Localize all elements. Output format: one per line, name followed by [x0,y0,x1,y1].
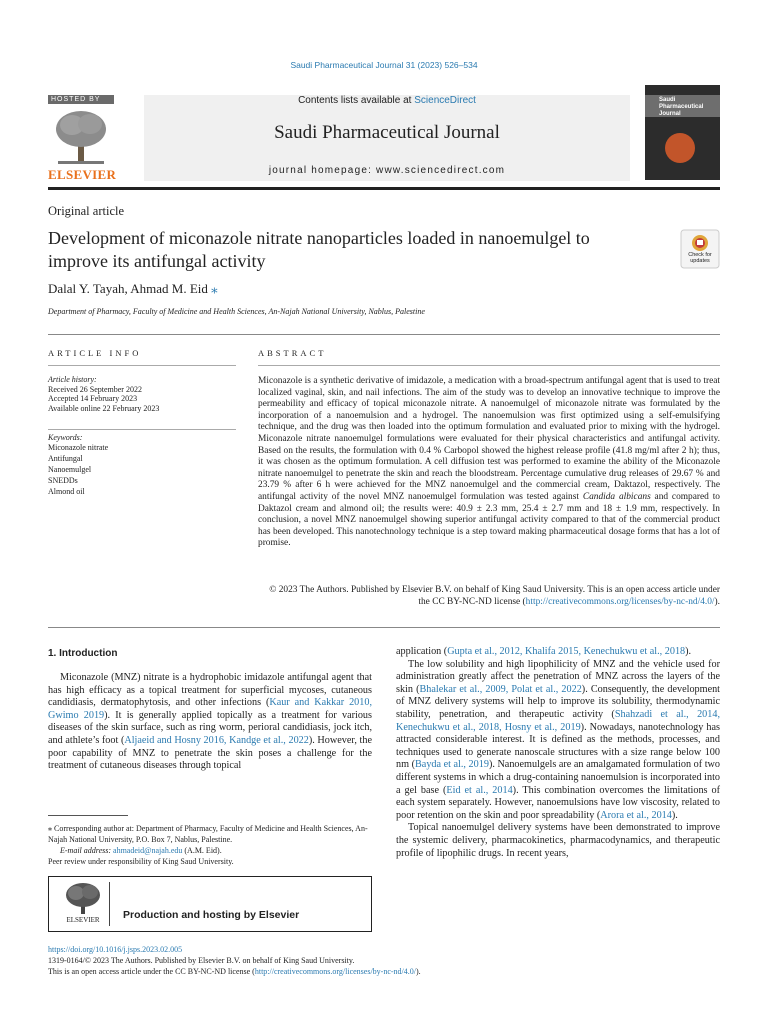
license-part: ). [714,596,720,607]
header-rule [48,187,720,190]
check-for-updates-button[interactable] [680,229,720,269]
cover-title-line: Saudi [659,97,676,103]
license-part: © 2023 The Authors. Published by Elsevier B.V. on behalf of King Saud University. This is an open access article under the CC BY-NC-ND license ( [269,585,720,607]
abstract-species: Candida albicans [582,491,651,502]
elsevier-wordmark: ELSEVIER [48,167,117,182]
elsevier-small-logo [63,882,103,926]
history-label: Article history: [48,375,97,384]
issn-line: 1319-0164/© 2023 The Authors. Published by Elsevier B.V. on behalf of King Saud University. [48,956,355,965]
keyword: Almond oil [48,487,85,496]
sciencedirect-link[interactable]: ScienceDirect [414,95,476,106]
article-title: Development of miconazole nitrate nanoparticles loaded in nanoemulgel to improve its antifungal activity [48,228,590,271]
oa-text: ). [416,967,421,976]
article-info-heading: ARTICLE INFO [48,348,142,358]
email-line [48,845,372,856]
paragraph: Topical nanoemulgel delivery systems have been demonstrated to improve the systemic delivery, pharmacokinetics, pharmacodynamics, and therapeutic profile of lipophilic drugs. In recent years, [396,822,720,859]
text: ). Nanoemulgels are an amalgamated formulation of two different systems in which a drug-containing nanoemulsion is incorporated into a gel base ( [396,759,720,796]
reference-link[interactable]: Aljaeid and Hosny 2016, Kandge et al., 2022 [124,734,309,746]
license-link[interactable]: http://creativecommons.org/licenses/by-nc-nd/4.0/ [525,596,715,607]
author-names: Dalal Y. Tayah, Ahmad M. Eid [48,281,208,296]
cover-title-line: Pharmaceutical [659,104,704,110]
peer-review-note: Peer review under responsibility of King Saud University. [48,857,234,866]
journal-cover-image [645,85,720,180]
journal-name: Saudi Pharmaceutical Journal [274,122,500,143]
contents-available-line [144,95,630,106]
production-box [48,876,372,932]
check-updates-label: Check for updates [688,252,712,264]
divider [48,334,720,335]
footnote [48,823,372,867]
reference-link[interactable]: Shahzadi et al., 2014, Kenechukwu et al., 2018, Hosny et al., 2019 [396,708,720,733]
paragraph [48,672,372,773]
keywords [48,433,108,497]
keyword: Antifungal [48,454,83,463]
keyword: Miconazole nitrate [48,443,109,452]
body-column-right [396,646,720,860]
elsevier-tree-icon [63,882,103,916]
open-access-line [48,966,421,977]
text: ). It is generally applied topically as a treatment for various diseases of the skin surface, such as ring worm, perioral candidiasis, jock itch, and athlete’s foot ( [48,709,372,746]
abstract-part: Miconazole is a synthetic derivative of imidazole, a medication with a broad-spectrum antifungal agent that is used to treat localized vaginal, skin, and nail infections. The aim of the study was to develop an innovative technique to improve the permeability and efficacy of topical miconazole nitrate. A nanoemulgel of miconazole nitrate was formulated by the incorporation of a nanoemulsion and a hydrogel. The nanoemulsion was first optimized using a self-emulsifying technique, and the drug was then loaded into the optimum formulation and evaluated prior to mixing with the hydrogel. Miconazole nitrate nanoemulgel formulations were evaluated for their physical characteristics and antifungal activity. Based on the results, the formulation with 0.4 % Carbopol showed the highest release profile (41.8 mg/ml after 2 h); thus, it was chosen as the optimum formulation. A cell diffusion test was performed to examine the ability of the Miconazole nitrate nanoemulgel to penetrate the skin and reach the bloodstream. Percentage cumulative drug releases of 29.67 % and 23.79 % after 6 h were achieved for the MNZ nanoemulgel and the commercial cream, Daktazol, respectively. The antifungal activity of the novel MNZ nanoemulgel formulation was tested against [258,376,720,502]
text: The low solubility and high lipophilicity of MNZ and the vehicle used for administration greatly affect the penetration of MNZ across the layers of the skin ( [396,658,720,695]
elsevier-logo [48,95,117,182]
keyword: Nanoemulgel [48,465,92,474]
divider [48,627,720,628]
history-item: Received 26 September 2022 [48,384,142,394]
oa-text: This is an open access article under the CC BY-NC-ND license ( [48,967,255,976]
footnote-rule [48,815,128,816]
article-history [48,375,159,413]
abstract-license [258,585,720,608]
cover-title [659,97,719,118]
contents-prefix: Contents lists available at [298,95,415,106]
text: ). This combination overcomes the limitations of each system separately. However, nanoemulsions have low viscosity, related to poor retention on the skin and poor spreadability ( [396,784,720,821]
section-heading-introduction: 1. Introduction [48,648,118,659]
text: ). Consequently, the development of MNZ delivery systems will help to improve its solubility, thermodynamic stability, penetration, and therapeutic activity ( [396,683,721,720]
text: ). Nowadays, nanotechnology has attracted considerable interest. It is defined as the methods, processes, and techniques used to generate nanoscale structures with a size range below 100 nm ( [396,721,720,771]
authors [48,281,218,297]
abstract-heading: ABSTRACT [258,348,327,358]
article-type: Original article [48,204,125,218]
history-item: Available online 22 February 2023 [48,403,160,413]
email-link[interactable]: ahmadeid@najah.edu [113,846,183,855]
email-suffix: (A.M. Eid). [182,846,222,855]
reference-link[interactable]: Eid et al., 2014 [446,784,513,796]
abstract-part: and compared to Daktazol cream and almond oil; the results were: 40.9 ± 2.3 mm, 25.4 ± 2.7 mm and 18 ± 1.9 mm, respectively. In conclusion, a novel MNZ nanoemulgel showing superior antifungal activity compared to that of the commercial product has been developed. This nanotechnology technique is a step toward making pharmaceutical dosage forms that has a lot of promise. [258,491,720,549]
paragraph [396,646,720,659]
affiliation: Department of Pharmacy, Faculty of Medicine and Health Sciences, An-Najah National University, Nablus, Palestine [48,307,425,316]
journal-homepage-link[interactable]: journal homepage: www.sciencedirect.com [268,165,506,176]
corresponding-author-mark[interactable]: ⁎ [211,281,218,296]
divider [258,365,720,366]
divider [109,882,110,926]
keyword: SNEDDs [48,476,78,485]
paragraph [396,659,720,823]
license-link[interactable]: http://creativecommons.org/licenses/by-nc-nd/4.0/ [254,967,416,976]
divider [48,429,236,430]
email-label: E-mail address: [60,846,114,855]
elsevier-tree-icon [54,107,108,165]
journal-masthead [144,95,630,181]
abstract-text [258,376,720,550]
text: ). [671,809,678,821]
history-item: Accepted 14 February 2023 [48,394,138,404]
text: application ( [396,646,448,657]
body-column-left [48,672,372,773]
journal-citation-link[interactable]: Saudi Pharmaceutical Journal 31 (2023) 526–534 [290,60,478,70]
text: ). However, the poor capability of MNZ to penetrate the skin poses a challenge for the treatment of cutaneous diseases through topical [48,734,372,772]
reference-link[interactable]: Kaur and Kakkar 2010, Gwimo 2019 [48,697,372,721]
bottom-metadata [48,944,421,977]
divider [48,365,236,366]
reference-link[interactable]: Arora et al., 2014 [600,809,672,821]
keywords-label: Keywords: [48,433,83,442]
cover-illustration [665,133,695,163]
reference-link[interactable]: Gupta et al., 2012, Khalifa 2015, Kenechukwu et al., 2018 [447,646,686,657]
text: ). [685,646,692,657]
text: Miconazole (MNZ) nitrate is a hydrophobic imidazole antifungal agent that has high efficacy as a topical treatment for superficial mycoses, cutaneous candidiasis, dermatophytosis, and other infections ( [48,672,372,709]
hosted-by-label: HOSTED BY [48,95,114,104]
elsevier-small-wordmark: ELSEVIER [66,916,100,924]
production-text: Production and hosting by Elsevier [123,909,300,921]
cover-title-line: Journal [659,111,681,117]
reference-link[interactable]: Bhalekar et al., 2009, Polat et al., 2022 [419,683,582,695]
doi-link[interactable]: https://doi.org/10.1016/j.jsps.2023.02.005 [48,945,183,954]
reference-link[interactable]: Bayda et al., 2019 [415,759,489,771]
corresponding-author-note: ⁎ Corresponding author at: Department of Pharmacy, Faculty of Medicine and Health Sciences, An-Najah National University, P.O. Box 7, Nablus, Palestine. [48,824,368,844]
